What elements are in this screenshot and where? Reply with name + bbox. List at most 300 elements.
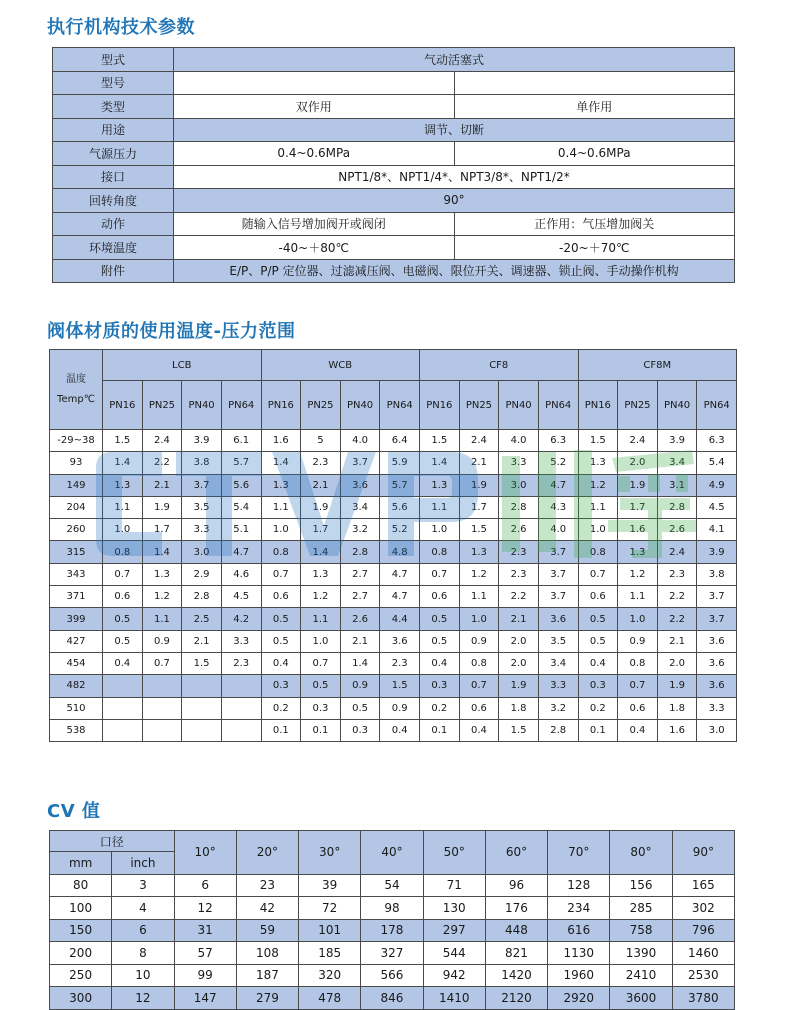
- spec-label: 用途: [53, 118, 174, 142]
- table-row: [50, 675, 737, 697]
- cv-value: 2120: [485, 987, 547, 1010]
- size-mm: 300: [50, 987, 112, 1010]
- pressure-value: 0.3: [420, 675, 460, 697]
- spec-value: 随输入信号增加阀开或阀闭: [174, 212, 455, 236]
- size-inch: 8: [112, 942, 174, 965]
- pressure-value: 2.8: [538, 719, 578, 741]
- pressure-header: PN25: [459, 381, 499, 430]
- cv-value: 796: [672, 919, 734, 942]
- pressure-value: 1.3: [142, 563, 182, 585]
- pressure-value: 1.7: [459, 496, 499, 518]
- table-row: [50, 519, 737, 541]
- spec-label: 气源压力: [53, 142, 174, 166]
- pressure-value: [221, 697, 261, 719]
- cv-value: 39: [299, 874, 361, 897]
- spec-label: 环境温度: [53, 236, 174, 260]
- pressure-value: 4.3: [538, 496, 578, 518]
- pressure-header: PN64: [538, 381, 578, 430]
- cv-value: 57: [174, 942, 236, 965]
- temp-label: 温度: [66, 373, 86, 385]
- spec-value: [174, 71, 455, 95]
- table-row: [50, 541, 737, 563]
- pressure-value: 1.5: [103, 430, 143, 452]
- pressure-value: 2.3: [657, 563, 697, 585]
- cv-value: 544: [423, 942, 485, 965]
- pressure-value: 4.0: [340, 430, 380, 452]
- pressure-value: 1.2: [578, 474, 618, 496]
- spec-label: 型号: [53, 71, 174, 95]
- pressure-value: 1.6: [261, 430, 301, 452]
- pressure-value: 1.1: [618, 586, 658, 608]
- cv-value: 6: [174, 874, 236, 897]
- pressure-value: 1.3: [578, 452, 618, 474]
- temp-value: 315: [50, 541, 103, 563]
- pressure-value: 3.4: [340, 496, 380, 518]
- pressure-value: 4.8: [380, 541, 420, 563]
- pressure-value: 0.6: [578, 586, 618, 608]
- pressure-header: PN16: [103, 381, 143, 430]
- cv-value: 187: [236, 964, 298, 987]
- pressure-value: 1.0: [261, 519, 301, 541]
- pressure-header: PN40: [499, 381, 539, 430]
- pressure-value: 2.8: [657, 496, 697, 518]
- section-title-cv: CV 值: [47, 801, 101, 822]
- pressure-value: 5.2: [538, 452, 578, 474]
- pressure-header: PN16: [261, 381, 301, 430]
- pressure-value: 2.7: [340, 563, 380, 585]
- pressure-value: 0.4: [459, 719, 499, 741]
- pressure-value: 1.4: [103, 452, 143, 474]
- temp-value: 482: [50, 675, 103, 697]
- header-row: [50, 350, 737, 381]
- pressure-value: 6.3: [697, 430, 737, 452]
- angle-header: 60°: [485, 831, 547, 875]
- pressure-value: [182, 675, 222, 697]
- pressure-value: 1.6: [618, 519, 658, 541]
- cv-value: 156: [610, 874, 672, 897]
- pressure-value: 3.0: [697, 719, 737, 741]
- pressure-value: 1.0: [578, 519, 618, 541]
- pressure-value: 0.1: [578, 719, 618, 741]
- pressure-value: [103, 675, 143, 697]
- pressure-value: 2.4: [657, 541, 697, 563]
- pressure-value: 0.4: [578, 652, 618, 674]
- pressure-value: 2.3: [301, 452, 341, 474]
- pressure-value: 1.8: [657, 697, 697, 719]
- pressure-value: 0.2: [261, 697, 301, 719]
- header-row: [50, 831, 735, 852]
- cv-value: 1460: [672, 942, 734, 965]
- pressure-value: 4.5: [697, 496, 737, 518]
- pressure-value: 1.4: [301, 541, 341, 563]
- cv-value: 1390: [610, 942, 672, 965]
- pressure-value: 0.4: [618, 719, 658, 741]
- pressure-value: 0.7: [142, 652, 182, 674]
- unit-mm: mm: [50, 852, 112, 875]
- cv-value: 130: [423, 897, 485, 920]
- table-row: [50, 897, 735, 920]
- spec-label: 回转角度: [53, 189, 174, 213]
- spec-label: 动作: [53, 212, 174, 236]
- pressure-value: 2.4: [142, 430, 182, 452]
- pressure-value: 3.7: [538, 541, 578, 563]
- cv-value: 448: [485, 919, 547, 942]
- pressure-value: 5.7: [380, 474, 420, 496]
- table-row: [50, 630, 737, 652]
- cv-value: 165: [672, 874, 734, 897]
- cv-value: 846: [361, 987, 423, 1010]
- pressure-value: 3.6: [697, 675, 737, 697]
- pressure-value: 0.9: [380, 697, 420, 719]
- pressure-value: 0.2: [578, 697, 618, 719]
- angle-header: 30°: [299, 831, 361, 875]
- pressure-value: 3.0: [499, 474, 539, 496]
- spec-value: 0.4~0.6MPa: [174, 142, 455, 166]
- pressure-header: PN40: [340, 381, 380, 430]
- pressure-value: 1.2: [301, 586, 341, 608]
- pressure-value: 2.2: [142, 452, 182, 474]
- pressure-value: 1.1: [142, 608, 182, 630]
- spec-row: [53, 189, 735, 213]
- pressure-value: 2.1: [142, 474, 182, 496]
- pressure-value: 0.3: [340, 719, 380, 741]
- cv-value: 176: [485, 897, 547, 920]
- pressure-value: 1.3: [420, 474, 460, 496]
- cv-value: 3600: [610, 987, 672, 1010]
- pressure-value: 3.8: [182, 452, 222, 474]
- pressure-value: [182, 697, 222, 719]
- pressure-value: 1.1: [103, 496, 143, 518]
- table-row: [50, 919, 735, 942]
- pressure-value: 0.3: [578, 675, 618, 697]
- temp-value: 93: [50, 452, 103, 474]
- pressure-value: 6.1: [221, 430, 261, 452]
- pressure-value: 0.7: [459, 675, 499, 697]
- pressure-value: 3.9: [657, 430, 697, 452]
- pressure-value: 1.0: [459, 608, 499, 630]
- cv-value: 234: [548, 897, 610, 920]
- pressure-value: 0.8: [420, 541, 460, 563]
- spec-value: -20~＋70℃: [454, 236, 735, 260]
- pressure-value: 4.7: [380, 563, 420, 585]
- temp-value: -29~38: [50, 430, 103, 452]
- size-mm: 200: [50, 942, 112, 965]
- pressure-value: 3.9: [697, 541, 737, 563]
- cv-value: 178: [361, 919, 423, 942]
- pressure-value: 0.4: [261, 652, 301, 674]
- pressure-value: 5.9: [380, 452, 420, 474]
- pressure-value: 5.6: [380, 496, 420, 518]
- pressure-value: 4.0: [538, 519, 578, 541]
- spec-row: [53, 48, 735, 72]
- size-mm: 150: [50, 919, 112, 942]
- pressure-value: 2.8: [340, 541, 380, 563]
- cv-value: 96: [485, 874, 547, 897]
- cv-value: 2530: [672, 964, 734, 987]
- pressure-value: 0.5: [578, 630, 618, 652]
- spec-value: -40~＋80℃: [174, 236, 455, 260]
- temp-unit: Temp℃: [57, 393, 95, 405]
- pressure-value: 1.1: [261, 496, 301, 518]
- spec-value: 正作用：气压增加阀关: [454, 212, 735, 236]
- pressure-value: 2.5: [182, 608, 222, 630]
- table-row: [50, 987, 735, 1010]
- size-inch: 3: [112, 874, 174, 897]
- pressure-header: PN64: [221, 381, 261, 430]
- pressure-value: 2.8: [182, 586, 222, 608]
- pressure-value: [142, 719, 182, 741]
- pressure-value: 4.7: [380, 586, 420, 608]
- pressure-value: [103, 719, 143, 741]
- temp-header: [50, 350, 103, 430]
- pressure-value: 1.7: [301, 519, 341, 541]
- pressure-value: 0.3: [261, 675, 301, 697]
- pressure-value: 0.8: [459, 652, 499, 674]
- spec-value: NPT1/8*、NPT1/4*、NPT3/8*、NPT1/2*: [174, 165, 735, 189]
- pressure-value: 0.5: [420, 630, 460, 652]
- pressure-value: 1.6: [657, 719, 697, 741]
- cv-value: 101: [299, 919, 361, 942]
- pressure-value: [221, 675, 261, 697]
- spec-row: [53, 259, 735, 283]
- pressure-value: 0.9: [459, 630, 499, 652]
- material-header: LCB: [103, 350, 262, 381]
- pressure-value: 3.6: [380, 630, 420, 652]
- cv-value: 478: [299, 987, 361, 1010]
- pressure-value: 2.1: [301, 474, 341, 496]
- pressure-value: 3.0: [182, 541, 222, 563]
- temp-value: 343: [50, 563, 103, 585]
- material-header: WCB: [261, 350, 420, 381]
- pressure-value: 3.3: [221, 630, 261, 652]
- table-row: [50, 608, 737, 630]
- pressure-value: 1.1: [420, 496, 460, 518]
- pressure-value: [142, 675, 182, 697]
- pressure-value: 1.3: [301, 563, 341, 585]
- pressure-value: 0.9: [618, 630, 658, 652]
- pressure-value: 3.6: [538, 608, 578, 630]
- pressure-value: 3.8: [697, 563, 737, 585]
- cv-value: 285: [610, 897, 672, 920]
- size-inch: 12: [112, 987, 174, 1010]
- spec-value: 单作用: [454, 95, 735, 119]
- pressure-value: 0.5: [103, 630, 143, 652]
- pressure-value: 0.7: [420, 563, 460, 585]
- pressure-value: 2.7: [340, 586, 380, 608]
- pressure-value: 1.1: [459, 586, 499, 608]
- temp-value: 427: [50, 630, 103, 652]
- pressure-value: 1.7: [618, 496, 658, 518]
- temp-value: 149: [50, 474, 103, 496]
- pressure-value: 3.7: [538, 586, 578, 608]
- pressure-value: 1.9: [657, 675, 697, 697]
- pressure-value: 5: [301, 430, 341, 452]
- pressure-value: 1.1: [301, 608, 341, 630]
- actuator-spec-table: [52, 47, 735, 283]
- pressure-value: 1.4: [420, 452, 460, 474]
- cv-value: 2920: [548, 987, 610, 1010]
- cv-value: 147: [174, 987, 236, 1010]
- table-row: [50, 697, 737, 719]
- pressure-value: 1.9: [301, 496, 341, 518]
- pressure-value: 5.7: [221, 452, 261, 474]
- table-row: [50, 942, 735, 965]
- material-header: CF8: [420, 350, 579, 381]
- unit-inch: inch: [112, 852, 174, 875]
- pressure-value: 0.8: [618, 652, 658, 674]
- pressure-value: 1.2: [618, 563, 658, 585]
- table-row: [50, 452, 737, 474]
- pressure-value: 3.4: [538, 652, 578, 674]
- pressure-value: [221, 719, 261, 741]
- pressure-value: 1.3: [459, 541, 499, 563]
- spec-row: [53, 236, 735, 260]
- pressure-value: 2.6: [499, 519, 539, 541]
- pressure-value: 0.8: [261, 541, 301, 563]
- spec-label: 类型: [53, 95, 174, 119]
- section-title-temp-pressure: 阀体材质的使用温度-压力范围: [47, 321, 296, 342]
- temp-value: 371: [50, 586, 103, 608]
- pressure-value: 0.5: [261, 630, 301, 652]
- pressure-value: 3.7: [182, 474, 222, 496]
- diameter-header: 口径: [50, 831, 175, 852]
- cv-value: 1410: [423, 987, 485, 1010]
- pressure-value: 0.5: [103, 608, 143, 630]
- pressure-value: 3.9: [182, 430, 222, 452]
- size-mm: 100: [50, 897, 112, 920]
- pressure-value: 0.5: [420, 608, 460, 630]
- pressure-header: PN40: [657, 381, 697, 430]
- pressure-header: PN25: [301, 381, 341, 430]
- cv-value-table: [49, 830, 735, 1010]
- cv-value: 1130: [548, 942, 610, 965]
- pressure-value: 1.2: [142, 586, 182, 608]
- pressure-value: 2.6: [340, 608, 380, 630]
- cv-value: 71: [423, 874, 485, 897]
- cv-value: 23: [236, 874, 298, 897]
- angle-header: 50°: [423, 831, 485, 875]
- pressure-value: 4.9: [697, 474, 737, 496]
- pressure-header: PN16: [420, 381, 460, 430]
- pressure-value: 2.6: [657, 519, 697, 541]
- pressure-value: 5.1: [221, 519, 261, 541]
- temp-value: 260: [50, 519, 103, 541]
- cv-value: 1420: [485, 964, 547, 987]
- cv-value: 3780: [672, 987, 734, 1010]
- pressure-value: 1.5: [459, 519, 499, 541]
- pressure-value: 0.7: [301, 652, 341, 674]
- pressure-value: 4.0: [499, 430, 539, 452]
- pressure-value: 0.8: [578, 541, 618, 563]
- pressure-value: 1.0: [420, 519, 460, 541]
- pressure-value: 4.2: [221, 608, 261, 630]
- spec-value: 0.4~0.6MPa: [454, 142, 735, 166]
- pressure-value: 0.7: [261, 563, 301, 585]
- cv-value: 279: [236, 987, 298, 1010]
- pressure-value: 1.4: [261, 452, 301, 474]
- spec-value: 气动活塞式: [174, 48, 735, 72]
- pressure-value: 0.4: [380, 719, 420, 741]
- table-row: [50, 964, 735, 987]
- pressure-value: 1.9: [459, 474, 499, 496]
- cv-value: 128: [548, 874, 610, 897]
- material-header: CF8M: [578, 350, 737, 381]
- pressure-value: 0.7: [618, 675, 658, 697]
- temp-value: 204: [50, 496, 103, 518]
- cv-value: 98: [361, 897, 423, 920]
- pressure-value: 2.2: [657, 586, 697, 608]
- table-row: [50, 586, 737, 608]
- pressure-value: 0.1: [261, 719, 301, 741]
- pressure-value: 3.4: [657, 452, 697, 474]
- pressure-value: 2.1: [459, 452, 499, 474]
- size-mm: 250: [50, 964, 112, 987]
- pressure-value: 3.6: [340, 474, 380, 496]
- spec-value: [454, 71, 735, 95]
- table-row: [50, 563, 737, 585]
- pressure-value: 0.5: [261, 608, 301, 630]
- pressure-value: 3.7: [538, 563, 578, 585]
- spec-value: 90°: [174, 189, 735, 213]
- table-row: [50, 496, 737, 518]
- temp-value: 510: [50, 697, 103, 719]
- pressure-value: 3.2: [340, 519, 380, 541]
- temp-value: 538: [50, 719, 103, 741]
- spec-label: 型式: [53, 48, 174, 72]
- cv-value: 72: [299, 897, 361, 920]
- pressure-header: PN64: [697, 381, 737, 430]
- pressure-value: 1.9: [499, 675, 539, 697]
- pressure-header: PN40: [182, 381, 222, 430]
- pressure-value: 2.1: [340, 630, 380, 652]
- pressure-value: 2.2: [499, 586, 539, 608]
- cv-value: 320: [299, 964, 361, 987]
- spec-value: E/P、P/P 定位器、过滤减压阀、电磁阀、限位开关、调速器、锁止阀、手动操作机构: [174, 259, 735, 283]
- pressure-value: 5.2: [380, 519, 420, 541]
- spec-value: 调节、切断: [174, 118, 735, 142]
- pressure-value: 2.0: [499, 630, 539, 652]
- pressure-value: 4.6: [221, 563, 261, 585]
- spec-label: 接口: [53, 165, 174, 189]
- spec-value: 双作用: [174, 95, 455, 119]
- pressure-value: 1.4: [142, 541, 182, 563]
- pressure-value: 1.5: [380, 675, 420, 697]
- spec-row: [53, 165, 735, 189]
- pressure-value: 3.6: [697, 630, 737, 652]
- pressure-value: 0.4: [103, 652, 143, 674]
- pressure-value: 2.1: [499, 608, 539, 630]
- size-mm: 80: [50, 874, 112, 897]
- pressure-value: 2.3: [221, 652, 261, 674]
- pressure-value: 3.6: [697, 652, 737, 674]
- pressure-value: 4.7: [221, 541, 261, 563]
- spec-row: [53, 142, 735, 166]
- cv-value: 821: [485, 942, 547, 965]
- pressure-value: 4.5: [221, 586, 261, 608]
- cv-value: 327: [361, 942, 423, 965]
- pressure-value: 4.4: [380, 608, 420, 630]
- cv-value: 758: [610, 919, 672, 942]
- cv-value: 54: [361, 874, 423, 897]
- pressure-value: 0.6: [420, 586, 460, 608]
- pressure-value: 2.0: [657, 652, 697, 674]
- pressure-value: 2.4: [618, 430, 658, 452]
- pressure-value: 1.8: [499, 697, 539, 719]
- temp-value: 399: [50, 608, 103, 630]
- pressure-value: 1.0: [301, 630, 341, 652]
- pressure-value: 0.1: [420, 719, 460, 741]
- pressure-value: 0.9: [340, 675, 380, 697]
